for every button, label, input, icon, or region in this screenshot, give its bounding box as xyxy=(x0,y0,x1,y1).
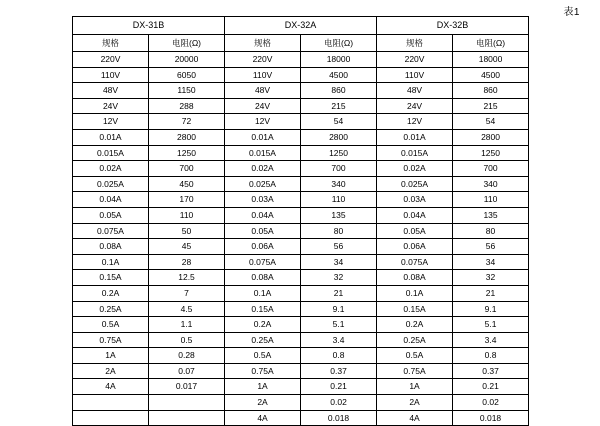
table-row xyxy=(73,52,529,68)
table-cell: 56 xyxy=(301,239,377,255)
table-row xyxy=(73,67,529,83)
table-cell: 0.37 xyxy=(301,363,377,379)
table-cell: 12.5 xyxy=(149,270,225,286)
table-cell: 20000 xyxy=(149,52,225,68)
table-cell: 0.025A xyxy=(377,176,453,192)
table-cell: 0.02A xyxy=(225,161,301,177)
table-cell: 80 xyxy=(301,223,377,239)
table-cell: 4A xyxy=(377,410,453,426)
table-cell: 0.5A xyxy=(73,317,149,333)
table-cell: 21 xyxy=(301,285,377,301)
table-cell: 34 xyxy=(453,254,529,270)
table-cell: 9.1 xyxy=(453,301,529,317)
table-cell: 0.8 xyxy=(453,348,529,364)
table-cell: 0.05A xyxy=(225,223,301,239)
table-cell: 18000 xyxy=(301,52,377,68)
table-row xyxy=(73,410,529,426)
table-cell: 340 xyxy=(301,176,377,192)
table-cell: 110 xyxy=(149,207,225,223)
table-cell: 0.75A xyxy=(377,363,453,379)
table-cell: 215 xyxy=(453,98,529,114)
table-cell: 0.25A xyxy=(377,332,453,348)
table-cell: 12V xyxy=(377,114,453,130)
table-cell: 0.02 xyxy=(301,395,377,411)
table-cell: 0.01A xyxy=(225,129,301,145)
table-cell xyxy=(149,395,225,411)
table-cell: 110 xyxy=(301,192,377,208)
table-cell: 0.75A xyxy=(225,363,301,379)
table-cell: 0.04A xyxy=(73,192,149,208)
table-cell: 1250 xyxy=(453,145,529,161)
table-cell: 2A xyxy=(73,363,149,379)
table-row xyxy=(73,317,529,333)
table-cell: 5.1 xyxy=(453,317,529,333)
table-cell: 0.01A xyxy=(73,129,149,145)
table-row xyxy=(73,223,529,239)
group-header-dx31b: DX-31B xyxy=(73,17,225,35)
table-cell: 0.025A xyxy=(225,176,301,192)
table-row xyxy=(73,363,529,379)
table-cell: 0.2A xyxy=(377,317,453,333)
table-row xyxy=(73,348,529,364)
table-cell: 1250 xyxy=(149,145,225,161)
table-cell: 12V xyxy=(225,114,301,130)
table-cell: 32 xyxy=(453,270,529,286)
table-row xyxy=(73,192,529,208)
table-cell: 34 xyxy=(301,254,377,270)
table-cell: 6050 xyxy=(149,67,225,83)
table-cell: 0.1A xyxy=(73,254,149,270)
table-cell: 0.75A xyxy=(73,332,149,348)
column-header-spec-3: 规格 xyxy=(377,35,453,52)
table-cell: 0.21 xyxy=(301,379,377,395)
table-cell: 0.05A xyxy=(377,223,453,239)
table-cell: 135 xyxy=(453,207,529,223)
table-cell: 0.2A xyxy=(225,317,301,333)
table-cell: 0.1A xyxy=(225,285,301,301)
table-cell: 1A xyxy=(73,348,149,364)
column-header-resistance-1: 电阻(Ω) xyxy=(149,35,225,52)
table-cell: 72 xyxy=(149,114,225,130)
table-cell: 24V xyxy=(377,98,453,114)
table-head xyxy=(73,17,529,52)
table-cell: 2800 xyxy=(301,129,377,145)
table-cell: 56 xyxy=(453,239,529,255)
table-cell: 4500 xyxy=(301,67,377,83)
table-cell: 110V xyxy=(73,67,149,83)
table-cell: 1A xyxy=(377,379,453,395)
table-row xyxy=(73,254,529,270)
table-cell: 54 xyxy=(453,114,529,130)
table-cell: 0.03A xyxy=(225,192,301,208)
resistance-table xyxy=(72,16,529,426)
table-cell: 0.8 xyxy=(301,348,377,364)
column-header-resistance-3: 电阻(Ω) xyxy=(453,35,529,52)
column-header-resistance-2: 电阻(Ω) xyxy=(301,35,377,52)
table-cell: 0.03A xyxy=(377,192,453,208)
table-row xyxy=(73,207,529,223)
table-cell: 340 xyxy=(453,176,529,192)
table-cell: 1250 xyxy=(301,145,377,161)
table-cell: 0.2A xyxy=(73,285,149,301)
table-cell: 0.075A xyxy=(225,254,301,270)
table-cell xyxy=(73,410,149,426)
table-row xyxy=(73,301,529,317)
table-row xyxy=(73,239,529,255)
table-cell: 220V xyxy=(377,52,453,68)
table-cell: 0.018 xyxy=(453,410,529,426)
table-cell: 21 xyxy=(453,285,529,301)
table-cell: 0.015A xyxy=(225,145,301,161)
table-cell: 4500 xyxy=(453,67,529,83)
table-cell: 48V xyxy=(73,83,149,99)
table-cell: 0.08A xyxy=(377,270,453,286)
table-cell: 80 xyxy=(453,223,529,239)
table-cell: 0.06A xyxy=(225,239,301,255)
table-cell: 0.25A xyxy=(225,332,301,348)
table-cell: 9.1 xyxy=(301,301,377,317)
table-cell: 18000 xyxy=(453,52,529,68)
table-cell: 0.02A xyxy=(73,161,149,177)
column-header-spec-1: 规格 xyxy=(73,35,149,52)
table-cell: 0.15A xyxy=(225,301,301,317)
table-cell: 12V xyxy=(73,114,149,130)
table-cell: 170 xyxy=(149,192,225,208)
table-cell: 0.25A xyxy=(73,301,149,317)
column-header-spec-2: 规格 xyxy=(225,35,301,52)
table-row xyxy=(73,83,529,99)
table-cell: 110 xyxy=(453,192,529,208)
table-cell: 54 xyxy=(301,114,377,130)
table-cell: 0.5A xyxy=(377,348,453,364)
table-cell: 215 xyxy=(301,98,377,114)
table-cell: 0.07 xyxy=(149,363,225,379)
group-header-dx32a: DX-32A xyxy=(225,17,377,35)
table-row xyxy=(73,98,529,114)
table-caption: 表1 xyxy=(563,7,580,18)
table-cell: 1150 xyxy=(149,83,225,99)
table-body xyxy=(73,52,529,426)
table-cell: 3.4 xyxy=(453,332,529,348)
table-cell: 45 xyxy=(149,239,225,255)
table-row xyxy=(73,379,529,395)
subheader-row xyxy=(73,35,529,52)
table-cell: 450 xyxy=(149,176,225,192)
table-cell: 0.015A xyxy=(73,145,149,161)
table-cell: 700 xyxy=(453,161,529,177)
table-cell: 700 xyxy=(149,161,225,177)
table-cell: 288 xyxy=(149,98,225,114)
resistance-table-wrapper xyxy=(72,16,528,426)
table-cell: 0.08A xyxy=(225,270,301,286)
table-cell: 0.018 xyxy=(301,410,377,426)
table-cell: 220V xyxy=(73,52,149,68)
table-cell: 0.5A xyxy=(225,348,301,364)
table-cell: 0.01A xyxy=(377,129,453,145)
table-cell: 700 xyxy=(301,161,377,177)
table-cell: 0.08A xyxy=(73,239,149,255)
table-cell: 220V xyxy=(225,52,301,68)
table-cell: 110V xyxy=(225,67,301,83)
table-cell: 28 xyxy=(149,254,225,270)
table-row xyxy=(73,285,529,301)
table-cell: 0.15A xyxy=(377,301,453,317)
table-cell: 4.5 xyxy=(149,301,225,317)
table-cell: 48V xyxy=(225,83,301,99)
table-cell: 2800 xyxy=(453,129,529,145)
table-cell: 3.4 xyxy=(301,332,377,348)
table-cell: 0.37 xyxy=(453,363,529,379)
table-cell: 0.015A xyxy=(377,145,453,161)
table-cell: 1.1 xyxy=(149,317,225,333)
table-cell: 0.21 xyxy=(453,379,529,395)
table-cell: 50 xyxy=(149,223,225,239)
table-cell: 4A xyxy=(73,379,149,395)
table-cell: 0.017 xyxy=(149,379,225,395)
table-cell: 0.15A xyxy=(73,270,149,286)
table-cell: 4A xyxy=(225,410,301,426)
table-cell: 32 xyxy=(301,270,377,286)
table-cell: 0.5 xyxy=(149,332,225,348)
table-row xyxy=(73,176,529,192)
group-header-dx32b: DX-32B xyxy=(377,17,529,35)
table-cell xyxy=(149,410,225,426)
table-cell: 7 xyxy=(149,285,225,301)
table-row xyxy=(73,395,529,411)
table-cell xyxy=(73,395,149,411)
table-cell: 0.04A xyxy=(225,207,301,223)
table-cell: 0.28 xyxy=(149,348,225,364)
table-cell: 2A xyxy=(377,395,453,411)
table-cell: 110V xyxy=(377,67,453,83)
table-cell: 0.04A xyxy=(377,207,453,223)
table-row xyxy=(73,129,529,145)
table-cell: 2A xyxy=(225,395,301,411)
table-cell: 48V xyxy=(377,83,453,99)
table-cell: 135 xyxy=(301,207,377,223)
table-cell: 0.02 xyxy=(453,395,529,411)
table-row xyxy=(73,114,529,130)
table-row xyxy=(73,161,529,177)
table-cell: 24V xyxy=(225,98,301,114)
table-cell: 5.1 xyxy=(301,317,377,333)
table-cell: 0.06A xyxy=(377,239,453,255)
table-cell: 860 xyxy=(301,83,377,99)
group-header-row xyxy=(73,17,529,35)
table-cell: 1A xyxy=(225,379,301,395)
table-cell: 24V xyxy=(73,98,149,114)
table-cell: 0.05A xyxy=(73,207,149,223)
table-row xyxy=(73,145,529,161)
table-cell: 2800 xyxy=(149,129,225,145)
table-cell: 0.075A xyxy=(73,223,149,239)
table-row xyxy=(73,270,529,286)
table-cell: 860 xyxy=(453,83,529,99)
table-cell: 0.075A xyxy=(377,254,453,270)
table-row xyxy=(73,332,529,348)
table-cell: 0.02A xyxy=(377,161,453,177)
table-cell: 0.1A xyxy=(377,285,453,301)
table-cell: 0.025A xyxy=(73,176,149,192)
